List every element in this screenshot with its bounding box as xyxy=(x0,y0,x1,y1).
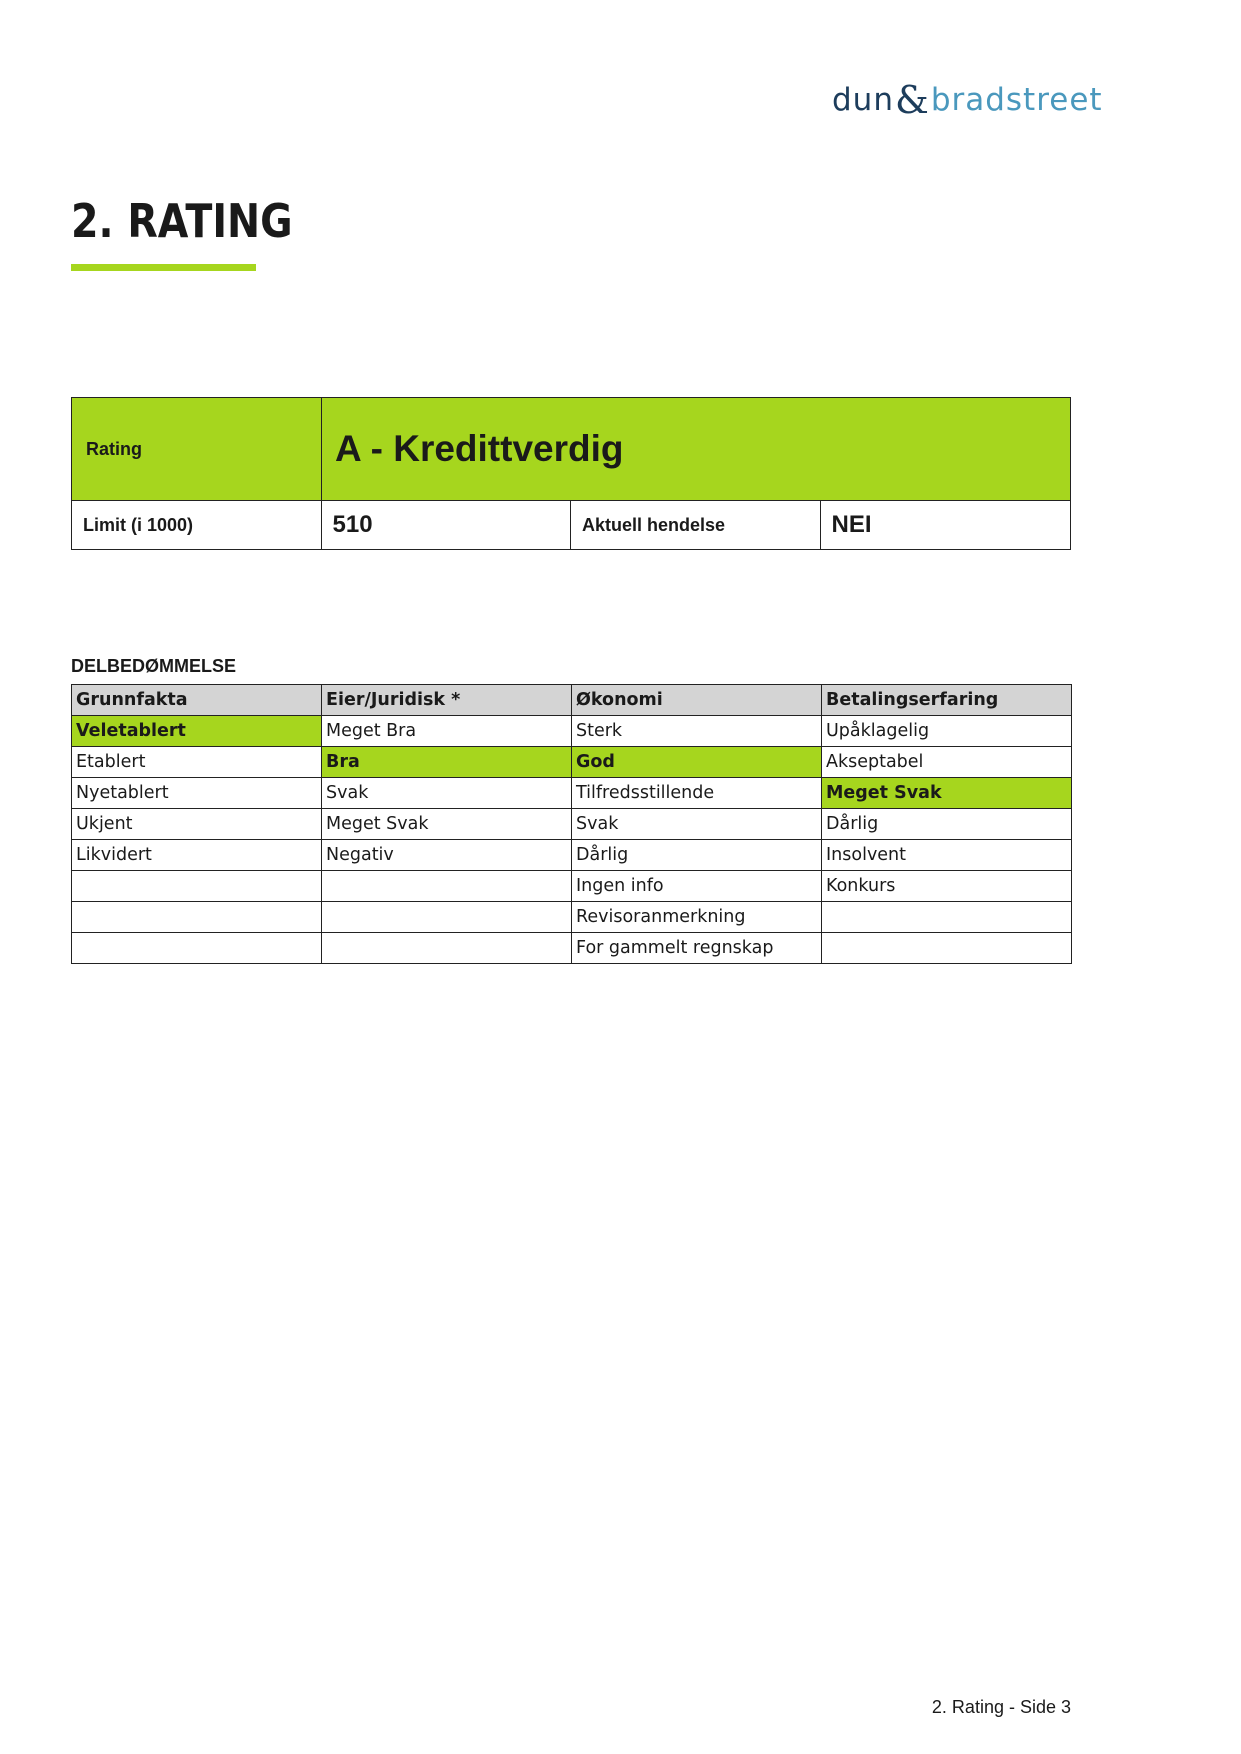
page-footer: 2. Rating - Side 3 xyxy=(931,1697,1071,1717)
table-body xyxy=(72,716,1072,964)
limit-label: Limit (i 1000) xyxy=(72,501,322,549)
table-cell: Revisoranmerkning xyxy=(572,902,822,933)
brand-logo-ampersand: & xyxy=(894,78,930,122)
table-cell xyxy=(322,871,572,902)
column-header: Eier/Juridisk * xyxy=(322,685,572,716)
rating-summary-box xyxy=(71,397,1071,550)
delbedommelse-table xyxy=(71,684,1072,964)
table-cell: Tilfredsstillende xyxy=(572,778,822,809)
table-cell: For gammelt regnskap xyxy=(572,933,822,964)
table-cell: Akseptabel xyxy=(822,747,1072,778)
table-cell xyxy=(822,902,1072,933)
rating-row xyxy=(72,398,1070,501)
table-cell: Dårlig xyxy=(572,840,822,871)
table-row xyxy=(72,902,1072,933)
table-cell: Insolvent xyxy=(822,840,1072,871)
table-header-row xyxy=(72,685,1072,716)
table-row xyxy=(72,747,1072,778)
table-row xyxy=(72,871,1072,902)
title-underline xyxy=(71,264,256,271)
table-cell: Sterk xyxy=(572,716,822,747)
table-cell xyxy=(72,933,322,964)
table-cell: Meget Svak xyxy=(322,809,572,840)
table-cell: Veletablert xyxy=(72,716,322,747)
table-row xyxy=(72,809,1072,840)
limit-value: 510 xyxy=(322,501,572,549)
delbedommelse-heading: DELBEDØMMELSE xyxy=(71,656,237,676)
table-cell: Upåklagelig xyxy=(822,716,1072,747)
table-cell: Likvidert xyxy=(72,840,322,871)
event-value: NEI xyxy=(831,511,872,538)
table-cell: Svak xyxy=(572,809,822,840)
table-cell: Nyetablert xyxy=(72,778,322,809)
rating-value: A - Kredittverdig xyxy=(335,428,624,469)
table-cell: Negativ xyxy=(322,840,572,871)
table-cell: Meget Svak xyxy=(822,778,1072,809)
column-header: Betalingserfaring xyxy=(822,685,1072,716)
table-row xyxy=(72,778,1072,809)
table-cell xyxy=(72,871,322,902)
brand-logo-part1: dun xyxy=(832,81,894,118)
table-cell: Konkurs xyxy=(822,871,1072,902)
table-cell xyxy=(322,933,572,964)
table-cell xyxy=(322,902,572,933)
limit-row xyxy=(72,501,1070,549)
table-cell: Ingen info xyxy=(572,871,822,902)
page-title: 2. RATING xyxy=(71,194,293,248)
table-cell: Bra xyxy=(322,747,572,778)
rating-label: Rating xyxy=(72,398,322,500)
table-cell xyxy=(72,902,322,933)
table-cell: Dårlig xyxy=(822,809,1072,840)
table-cell: Etablert xyxy=(72,747,322,778)
table-cell: God xyxy=(572,747,822,778)
brand-logo xyxy=(832,78,1103,122)
table-cell xyxy=(822,933,1072,964)
column-header: Økonomi xyxy=(572,685,822,716)
event-label: Aktuell hendelse xyxy=(571,501,821,549)
table-row xyxy=(72,840,1072,871)
brand-logo-part2: bradstreet xyxy=(930,81,1103,118)
table-row xyxy=(72,716,1072,747)
column-header: Grunnfakta xyxy=(72,685,322,716)
table-cell: Ukjent xyxy=(72,809,322,840)
table-row xyxy=(72,933,1072,964)
table-cell: Svak xyxy=(322,778,572,809)
table-cell: Meget Bra xyxy=(322,716,572,747)
